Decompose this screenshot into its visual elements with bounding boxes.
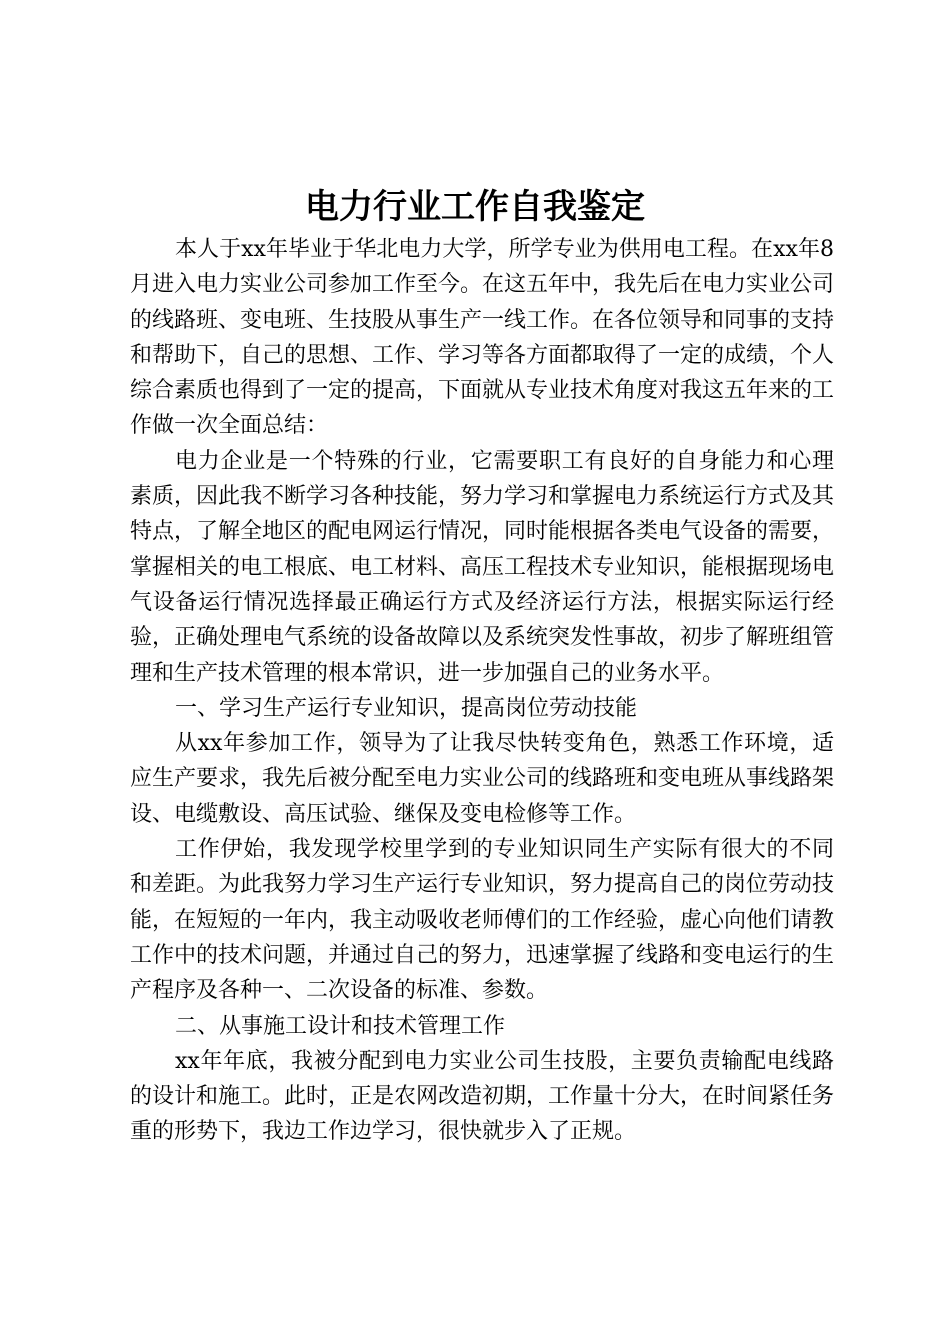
paragraph-learning: 工作伊始，我发现学校里学到的专业知识同生产实际有很大的不同和差距。为此我努力学习生产运行专业知识，努力提高自己的岗位劳动技能，在短短的一年内，我主动吸收老师傅们的工作经验，虚心向他们请教工作中的技术问题，并通过自己的努力，迅速掌握了线路和变电运行的生产程序及各种一、二次设备的标准、参数。 (130, 837, 835, 1004)
paragraph-industry: 电力企业是一个特殊的行业，它需要职工有良好的自身能力和心理素质，因此我不断学习各种技能，努力学习和掌握电力系统运行方式及其特点，了解全地区的配电网运行情况，同时能根据各类电气设备的需要，掌握相关的电工根底、电工材料、高压工程技术专业知识，能根据现场电气设备运行情况选择最正确运行方式及经济运行方法，根据实际运行经验，正确处理电气系统的设备故障以及系统突发性事故，初步了解班组管理和生产技术管理的根本常识，进一步加强自己的业务水平。 (130, 448, 835, 686)
section-heading-1: 一、学习生产运行专业知识，提高岗位劳动技能 (175, 695, 638, 721)
section-heading-2: 二、从事施工设计和技术管理工作 (175, 1013, 506, 1039)
paragraph-start-work: 从xx年参加工作，领导为了让我尽快转变角色，熟悉工作环境，适应生产要求，我先后被分配至电力实业公司的线路班和变电班从事线路架设、电缆敷设、高压试验、继保及变电检修等工作。 (130, 731, 835, 827)
document-body (130, 232, 834, 1150)
paragraph-intro: 本人于xx年毕业于华北电力大学，所学专业为供用电工程。在xx年8月进入电力实业公司参加工作至今。在这五年中，我先后在电力实业公司的线路班、变电班、生技股从事生产一线工作。在各位领导和同事的支持和帮助下，自己的思想、工作、学习等各方面都取得了一定的成绩，个人综合素质也得到了一定的提高，下面就从专业技术角度对我这五年来的工作做一次全面总结： (130, 237, 835, 439)
document-title: 电力行业工作自我鉴定 (305, 187, 645, 227)
paragraph-design: xx年年底，我被分配到电力实业公司生技股，主要负责输配电线路的设计和施工。此时，正是农网改造初期，工作量十分大，在时间紧任务重的形势下，我边工作边学习，很快就步入了正规。 (130, 1048, 835, 1145)
